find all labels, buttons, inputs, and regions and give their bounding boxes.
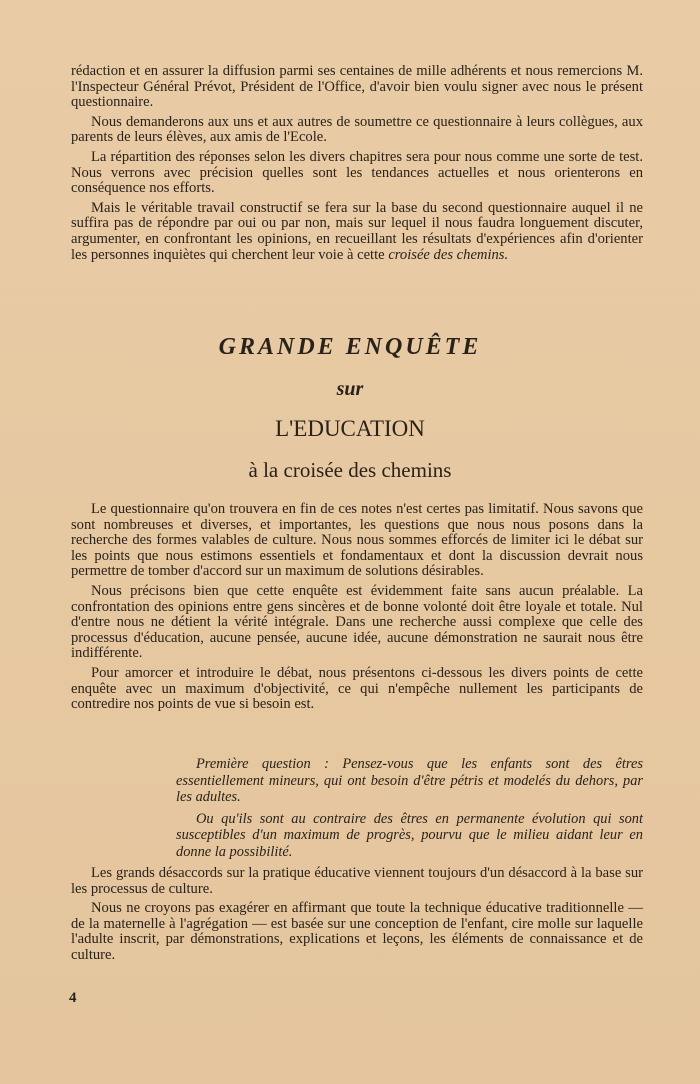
paragraph: La répartition des réponses selon les divers chapitres sera pour nous comme une sorte de test. Nous verrons avec précision quelles sont les tendances actuelles et nous orienterons en conséquence nos efforts.	[71, 148, 643, 197]
heading-connector: sur	[336, 378, 364, 400]
body-section-1	[71, 502, 643, 717]
emphasis-text: croisée des chemins.	[388, 246, 509, 263]
question-block	[176, 756, 643, 865]
paragraph: Les grands désaccords sur la pratique éducative viennent toujours d'un désaccord à la base sur les processus de culture.	[71, 865, 643, 897]
paragraph: Nous demanderons aux uns et aux autres de soumettre ce questionnaire à leurs collègues, aux parents de leurs élèves, aux amis de l'Ecole.	[71, 113, 643, 146]
intro-section	[71, 64, 643, 267]
heading-subtitle: à la croisée des chemins	[248, 458, 452, 482]
body-section-2	[71, 866, 643, 968]
paragraph-text: Mais le véritable travail constructif se fera sur la base du second questionnaire auquel il ne suffira pas de répondre par oui ou par non, mais sur lequel il nous faudra longuement discuter, argumenter, en confrontant les opinions, en recueillant les résultats d'expériences afin d'orienter les personnes inquiètes qui cherchent leur voie à cette	[71, 199, 643, 263]
heading-title: GRANDE ENQUÊTE	[218, 334, 482, 360]
question-text: Première question : Pensez-vous que les enfants sont des êtres essentiellement mineurs, qui ont besoin d'être pétris et modelés du dehors, par les adultes.	[176, 756, 643, 805]
page-number: 4	[69, 990, 77, 1006]
paragraph: Nous précisons bien que cette enquête est évidemment faite sans aucun préalable. La confrontation des opinions entre gens sincères et de bonne volonté doit être loyale et totale. Nul d'entre nous ne détient la vérité intégrale. Dans une recherche aussi complexe que celle des processus d'éducation, aucune pensée, aucune idée, aucune démonstration ne saurait nous être indifférente.	[71, 582, 643, 662]
question-text: Ou qu'ils sont au contraire des êtres en permanente évolution qui sont susceptibles d'un maximum de progrès, pourvu que le milieu aidant leur en donne la possibilité.	[176, 810, 643, 860]
paragraph	[71, 201, 643, 263]
paragraph: Pour amorcer et introduire le débat, nous présentons ci-dessous les divers points de cette enquête avec un maximum d'objectivité, ce qui n'empêche nullement les participants de contredire nos points de vue si besoin est.	[71, 664, 643, 713]
paragraph: Le questionnaire qu'on trouvera en fin de ces notes n'est certes pas limitatif. Nous savons que sont nombreuses et diverses, et importantes, les questions que nous nous posons dans la recherche des formes valables de culture. Nous nous sommes efforcés de limiter ici le débat sur les points que nous estimons essentiels et fondamentaux et dont la discussion devrait nous permettre de tomber d'accord sur un maximum de solutions désirables.	[71, 501, 643, 580]
paragraph: Nous ne croyons pas exagérer en affirmant que toute la technique éducative traditionnelle — de la maternelle à l'agrégation — est basée sur une conception de l'enfant, cire molle sur laquelle l'adulte inscrit, par démonstrations, explications et leçons, les éléments de connaissance et de culture.	[71, 900, 643, 963]
heading-subject: L'EDUCATION	[275, 416, 425, 441]
paragraph: rédaction et en assurer la diffusion parmi ses centaines de mille adhérents et nous remercions M. l'Inspecteur Général Prévot, Président de l'Office, d'avoir bien voulu signer avec nous le présent questionnaire.	[71, 63, 643, 111]
